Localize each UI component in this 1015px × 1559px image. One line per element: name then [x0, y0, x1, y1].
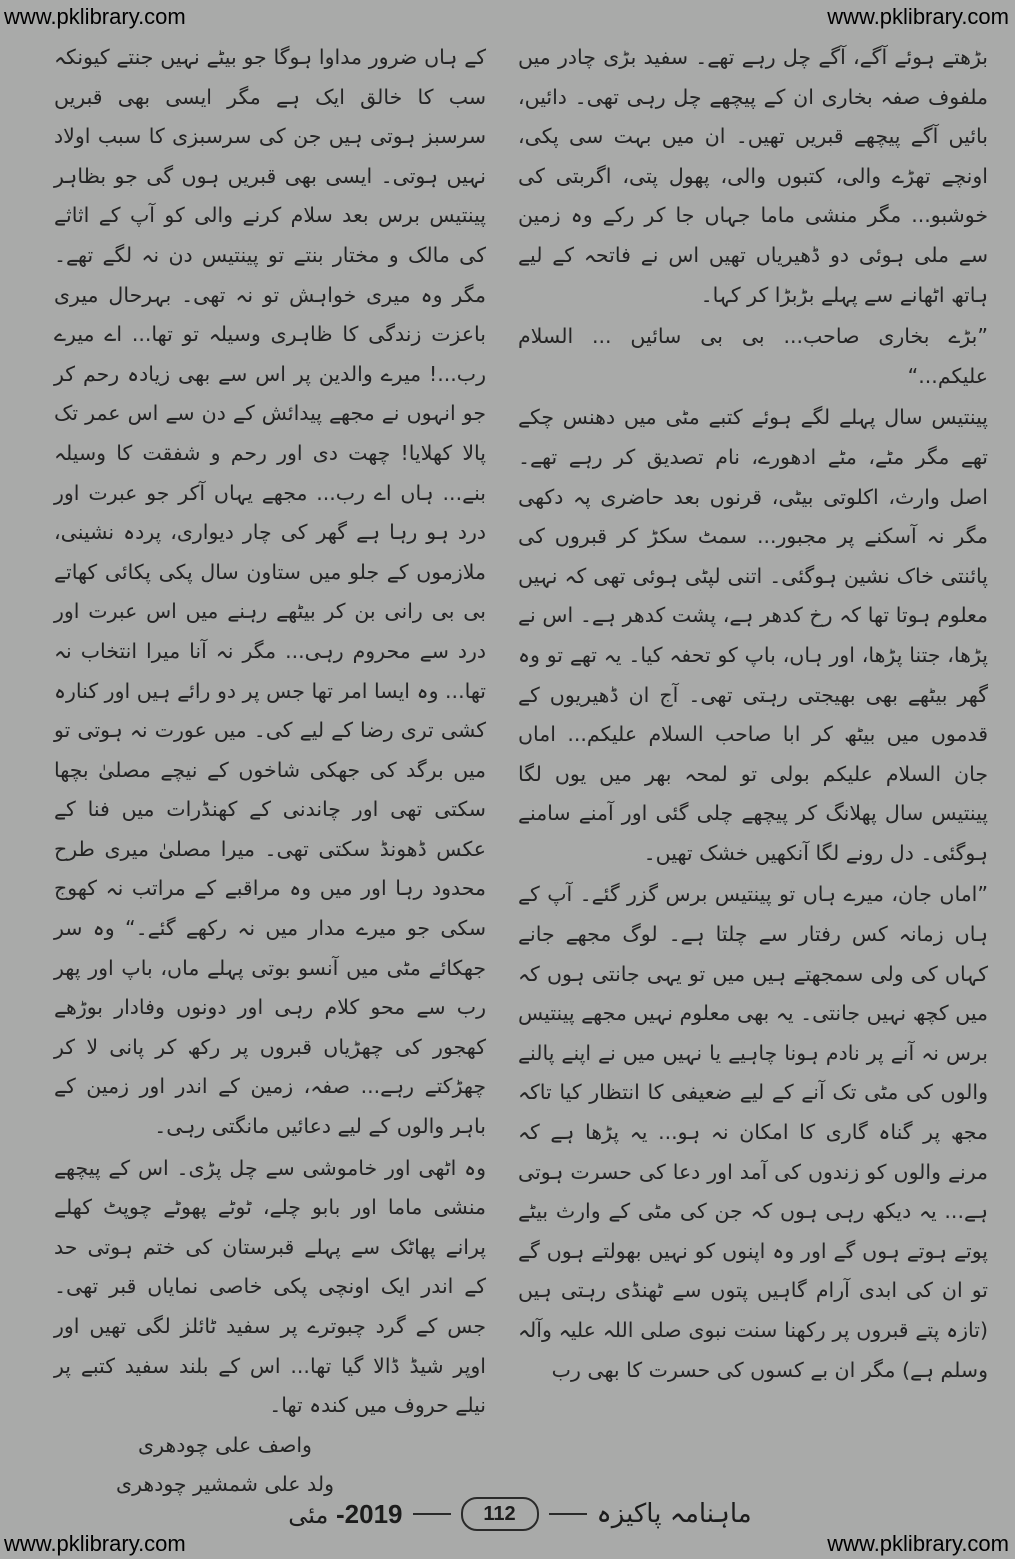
page-number: 112: [461, 1497, 539, 1531]
footer-rule: [549, 1513, 587, 1515]
epitaph-name: واصف علی چودھری: [138, 1432, 312, 1457]
left-text-column: [54, 38, 486, 1505]
paragraph: بڑھتے ہوئے آگے، آگے چل رہے تھے۔ سفید بڑی چادر میں ملفوف صفہ بخاری ان کے پیچھے چل رہی تھی۔ دائیں، بائیں آگے پیچھے قبریں تھیں۔ ان میں بہت سی پکی، اونچے تھڑے والی، کتبوں والی، پھول پتی، اگربتی کی خوشبو... مگر منشی ماما جہاں جا کر رکے وہ زمین سے ملی ہوئی دو ڈھیریاں تھیں اس نے فاتحہ کے لیے ہاتھ اٹھانے سے پہلے بڑبڑا کر کہا۔: [518, 45, 988, 307]
epitaph-parentage: ولد علی شمشیر چودھری: [116, 1472, 334, 1497]
page-footer: [250, 1494, 790, 1534]
watermark-bottom-right: www.pklibrary.com: [827, 1531, 1009, 1556]
paragraph: پینتیس سال پہلے لگے ہوئے کتبے مٹی میں دھنس چکے تھے مگر مٹے، مٹے ادھورے، نام تصدیق کر رہے تھے۔ اصل وارث، اکلوتی بیٹی، قرنوں بعد حاضری پہ دکھی مگر نہ آسکنے پر مجبور... سمٹ سکڑ کر قبروں کی پائنتی خاک نشین ہوگئی۔ اتنی لپٹی ہوئی تھی کہ نہیں معلوم ہوتا تھا کہ رخ کدھر ہے، پشت کدھر ہے۔ اس نے پڑھا، جتنا پڑھا، اور ہاں، باپ کو تحفہ کیا۔ یہ تھے تو وہ گھر بیٹھے بھی بھیجتی رہتی تھی۔ آج ان ڈھیریوں کے قدموں میں بیٹھ کر ابا صاحب السلام علیکم... اماں جان السلام علیکم بولی تو لمحہ بھر میں یوں لگا پینتیس سال پھلانگ کر پیچھے چلی گئی اور آمنے سامنے ہوگئی۔ دل رونے لگا آنکھیں خشک تھیں۔: [518, 405, 988, 865]
footer-rule: [413, 1513, 451, 1515]
paragraph: ”بڑے بخاری صاحب... بی بی سائیں ... السلام علیکم...“: [518, 324, 988, 388]
watermark-bottom-left: www.pklibrary.com: [4, 1531, 186, 1556]
watermark-top-left: www.pklibrary.com: [4, 4, 186, 29]
magazine-name: ماہنامہ پاکیزہ: [596, 1499, 752, 1529]
watermark-top-right: www.pklibrary.com: [827, 4, 1009, 29]
paragraph: کے ہاں ضرور مداوا ہوگا جو بیٹے نہیں جنتے کیونکہ سب کا خالق ایک ہے مگر ایسی بھی قبریں سرسبز ہوتی ہیں جن کی سرسبزی کا سبب اولاد نہیں ہوتی۔ ایسی بھی قبریں ہوں گی جو بظاہر پینتیس برس بعد سلام کرنے والی کو آپ کے اثاثے کی مالک و مختار بنتے تو پینتیس دن نہ لگے تھے۔ مگر وہ میری خواہش تو نہ تھی۔ بہرحال میری باعزت زندگی کا ظاہری وسیلہ تو تھا... اے میرے رب...! میرے والدین پر اس سے بھی زیادہ رحم کر جو انہوں نے مجھے پیدائش کے دن سے اس عمر تک پالا کھلایا! چھت دی اور رحم و شفقت کا وسیلہ بنے... ہاں اے رب... مجھے یہاں آکر جو عبرت اور درد ہو رہا ہے گھر کی چار دیواری، پردہ نشینی، ملازموں کے جلو میں ستاون سال پکی پکائی کھاتے بی بی رانی بن کر بیٹھے رہنے میں اس عبرت اور درد سے محروم رہی... مگر نہ آنا میرا انتخاب نہ تھا... وہ ایسا امر تھا جس پر دو رائے ہیں اور کنارہ کشی تری رضا کے لیے کی۔ میں عورت نہ ہوتی تو میں برگد کی جھکی شاخوں کے نیچے مصلیٰ بچھا سکتی تھی اور چاندنی کے کھنڈرات میں فنا کے عکس ڈھونڈ سکتی تھی۔ میرا مصلیٰ میری طرح محدود رہا اور میں وہ مراقبے کے مراتب نہ کھوج سکی جو میرے مدار میں نہ رکھے گئے۔“ وہ سر جھکائے مٹی میں آنسو بوتی پہلے ماں، باپ اور پھر رب سے محو کلام رہی اور دونوں وفادار بوڑھے کھجور کی چھڑیاں قبروں پر رکھ کر پانی لا کر چھڑکتے رہے... صفہ، زمین کے اندر اور زمین کے باہر والوں کے لیے دعائیں مانگتی رہی۔: [54, 45, 486, 1139]
paragraph: ”اماں جان، میرے ہاں تو پینتیس برس گزر گئے۔ آپ کے ہاں زمانہ کس رفتار سے چلتا ہے۔ لوگ مجھے جانے کہاں کی ولی سمجھتے ہیں میں تو یہی جانتی ہوں کہ میں کچھ نہیں جانتی۔ یہ بھی معلوم نہیں مجھے پینتیس برس نہ آنے پر نادم ہونا چاہیے یا نہیں میں نے اپنے پالنے والوں کی مٹی تک آنے کے لیے ضعیفی کا انتظار کیا تاکہ مجھ پر گناہ گاری کا امکان نہ ہو... یہ پڑھا ہے کہ مرنے والوں کو زندوں کی آمد اور دعا کی حسرت ہوتی ہے... یہ دیکھ رہی ہوں کہ جن کی مٹی کے وارث بیٹے پوتے ہوتے ہوں گے اور وہ اپنوں کو نہیں بھولتے ہوں گے تو ان کی ابدی آرام گاہیں پتوں سے ٹھنڈی رہتی ہیں (تازہ پتے قبروں پر رکھنا سنت نبوی صلی اللہ علیہ وآلہ وسلم ہے) مگر ان بے کسوں کی حسرت کا بھی رب: [518, 882, 988, 1382]
issue-date: 2019- مئی: [288, 1498, 403, 1529]
right-text-column: [518, 38, 988, 1390]
paragraph: وہ اٹھی اور خاموشی سے چل پڑی۔ اس کے پیچھے منشی ماما اور بابو چلے، ٹوٹے پھوٹے چوپٹ کھلے پرانے پھاٹک سے پہلے قبرستان کی ختم ہوتی حد کے اندر ایک اونچی پکی خاصی نمایاں قبر تھی۔ جس کے گرد چبوترے پر سفید ٹائلز لگی تھیں اور اوپر شیڈ ڈالا گیا تھا... اس کے بلند سفید کتبے پر نیلے حروف میں کندہ تھا۔: [54, 1155, 486, 1418]
